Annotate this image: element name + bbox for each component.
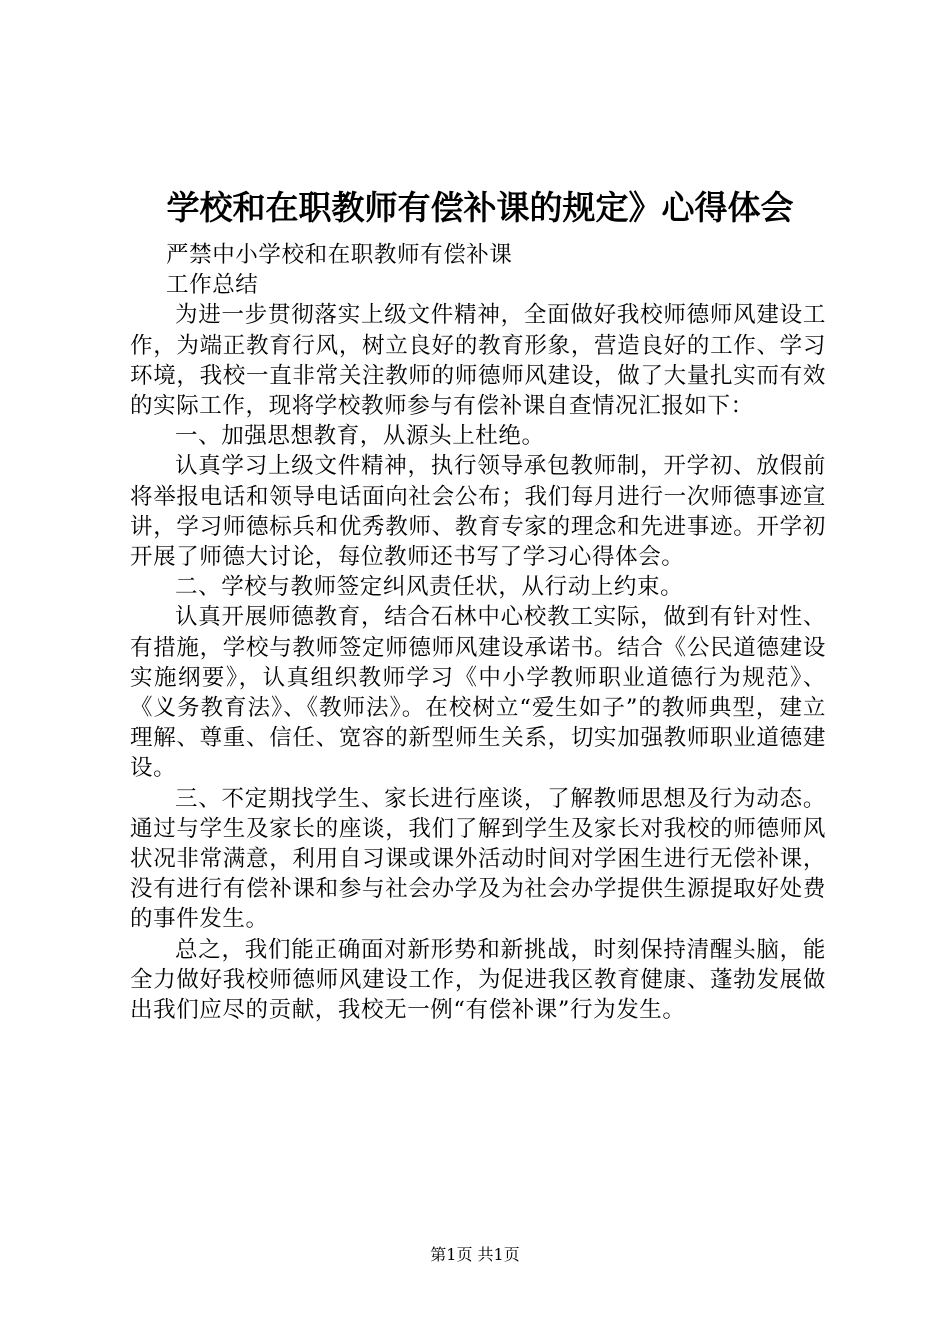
paragraph-three: 三、不定期找学生、家长进行座谈，了解教师思想及行为动态。通过与学生及家长的座谈，我们了解到学生及家长对我校的师德师风状况非常满意，利用自习课或课外活动时间对学困生进行无偿补课，没有进行有偿补课和参与社会办学及为社会办学提供生源提取好处费的事件发生。 bbox=[130, 785, 826, 933]
heading-two: 二、学校与教师签定纠风责任状，从行动上约束。 bbox=[175, 574, 684, 601]
paragraph-one: 认真学习上级文件精神，执行领导承包教师制，开学初、放假前将举报电话和领导电话面向社会公布；我们每月进行一次师德事迹宣讲，学习师德标兵和优秀教师、教育专家的理念和先进事迹。开学初开展了师德大讨论，每位教师还书写了学习心得体会。 bbox=[130, 453, 826, 571]
subtitle-line: 严禁中小学校和在职教师有偿补课 bbox=[166, 242, 513, 268]
section-label: 工作总结 bbox=[166, 272, 259, 299]
document-body bbox=[130, 240, 826, 1025]
paragraph-intro: 为进一步贯彻落实上级文件精神，全面做好我校师德师风建设工作，为端正教育行风，树立良好的教育形象，营造良好的工作、学习环境，我校一直非常关注教师的师德师风建设，做了大量扎实而有效的实际工作，现将学校教师参与有偿补课自查情况汇报如下： bbox=[130, 302, 826, 420]
page-number: 第1页 共1页 bbox=[430, 1245, 520, 1264]
heading-one: 一、加强思想教育，从源头上杜绝。 bbox=[175, 423, 545, 450]
document-title: 学校和在职教师有偿补课的规定》心得体会 bbox=[166, 188, 794, 227]
paragraph-two: 认真开展师德教育，结合石林中心校教工实际，做到有针对性、有措施，学校与教师签定师德师风建设承诺书。结合《公民道德建设实施纲要》，认真组织教师学习《中小学教师职业道德行为规范》、《义务教育法》、《教师法》。在校树立“爱生如子”的教师典型，建立理解、尊重、信任、宽容的新型师生关系，切实加强教师职业道德建设。 bbox=[130, 604, 826, 782]
paragraph-conclusion: 总之，我们能正确面对新形势和新挑战，时刻保持清醒头脑，能全力做好我校师德师风建设工作，为促进我区教育健康、蓬勃发展做出我们应尽的贡献，我校无一例“有偿补课”行为发生。 bbox=[130, 936, 826, 1024]
